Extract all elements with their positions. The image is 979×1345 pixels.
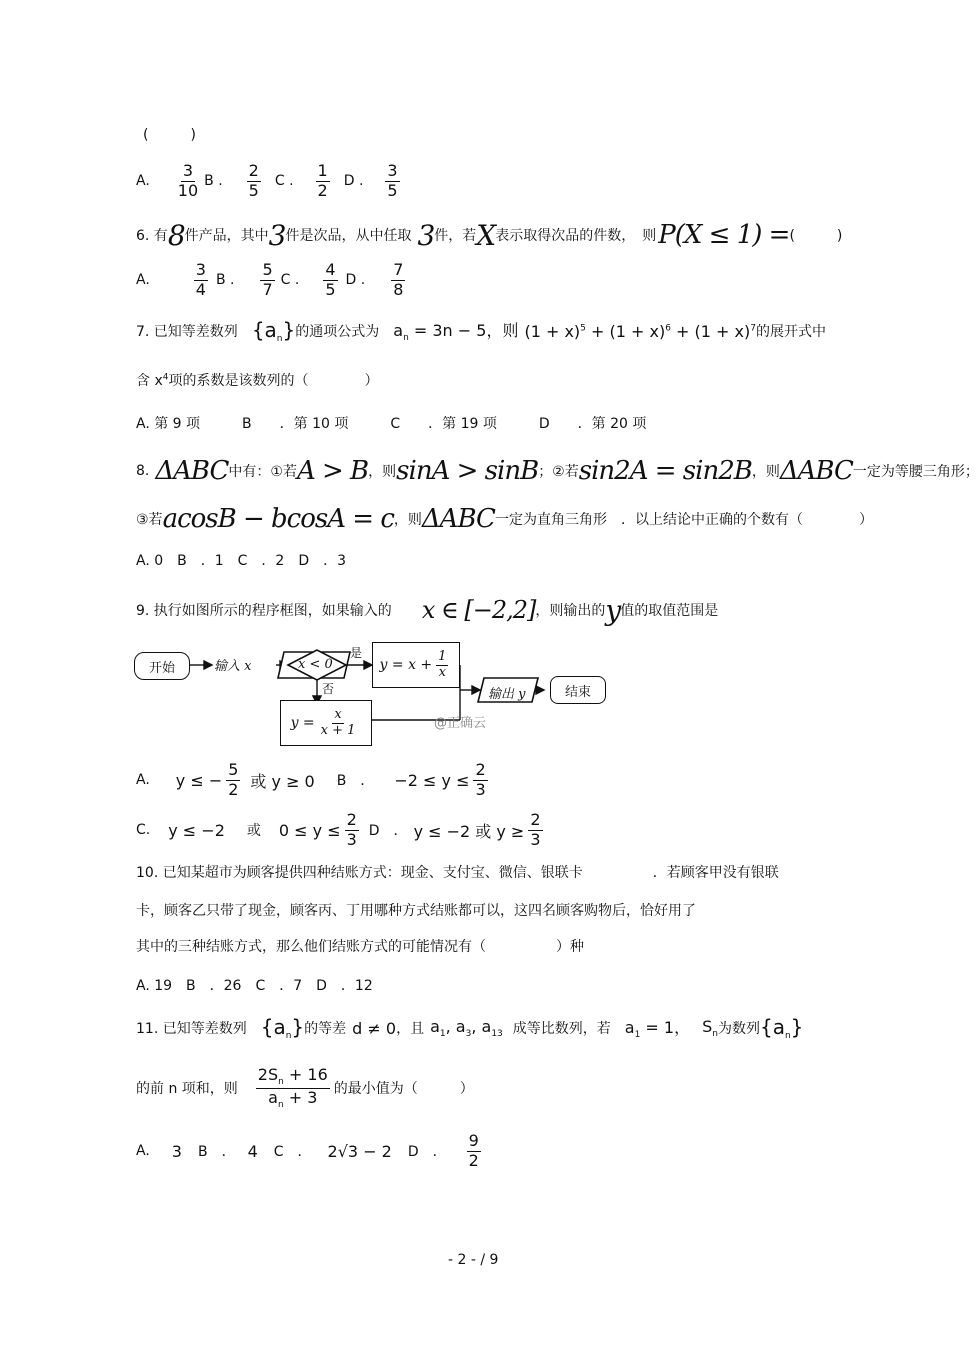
q11-text: 成等比数列，若 <box>512 1021 611 1037</box>
q6-options <box>136 256 409 304</box>
option-b-label: B ． <box>197 1144 236 1160</box>
q6-var-x: X <box>476 218 496 252</box>
q8-triangle: ΔABC <box>779 456 853 486</box>
q11-common-difference: d ≠ 0 <box>352 1018 397 1038</box>
q11-sequence: $\{a_n\}$ <box>260 1014 305 1042</box>
option-d-fraction: $\frac{7}{8}$ <box>393 260 404 299</box>
option-a-value: 3 <box>171 1141 182 1161</box>
q11-text: ，且 <box>396 1021 425 1037</box>
q7-text: 7. 已知等差数列 <box>136 324 238 340</box>
q6-num-8: 8 <box>167 218 185 252</box>
q7-expansion: $(1 + x)^5 + (1 + x)^6 + (1 + x)^7$ <box>524 321 756 341</box>
option-a-label: A. <box>136 772 150 788</box>
option-c-fraction: $\frac{1}{2}$ <box>317 161 328 200</box>
option-b-label: B . <box>215 272 235 288</box>
q10-line1: 10. 已知某超市为顾客提供四种结账方式：现金、支付宝、微信、银联卡 ．若顾客甲没有银联 <box>136 865 779 881</box>
q9-var-y: y <box>605 593 621 627</box>
q11-a1: $a_1 = 1$， <box>624 1018 691 1041</box>
q8-text: 一定为等腰三角形； <box>852 464 979 480</box>
option-d-fraction: $\frac{9}{2}$ <box>468 1131 479 1170</box>
flowchart-no-label: 否 <box>322 682 335 696</box>
option-a-fraction: $\frac{3}{10}$ <box>177 161 199 200</box>
q9-options-cd <box>136 806 547 854</box>
option-b-label: B ． <box>336 773 375 789</box>
q8-expr: sin2A = sin2B <box>578 456 752 486</box>
q7-stem <box>136 316 826 346</box>
q7-line2: 含 $x^4$项的系数是该数列的（ ） <box>136 372 379 389</box>
flowchart-output: 输出 y <box>488 687 526 702</box>
q8-expr: acosB − bcosA = c <box>162 504 394 534</box>
q6-stem <box>136 218 842 252</box>
q8-text: ③若 <box>136 512 163 528</box>
q6-num-3b: 3 <box>417 218 435 252</box>
page-number: - 2 - / 9 <box>448 1252 499 1268</box>
flowchart-input: 输入 x <box>214 659 252 674</box>
q11-expression: $\frac{2S_n + 16}{a_n + 3}$ <box>257 1064 328 1110</box>
q9-text: 9. 执行如图所示的程序框图，如果输入的 <box>136 603 392 619</box>
q9-text: 值的取值范围是 <box>620 603 719 619</box>
option-b-fraction: $\frac{2}{3}$ <box>475 760 486 799</box>
option-b-fraction: $\frac{2}{5}$ <box>248 161 259 200</box>
option-a-fraction: $\frac{3}{4}$ <box>195 260 206 299</box>
q6-probability-expr: P(X ≤ 1) = <box>658 220 790 250</box>
option-a-label: A. <box>136 272 150 288</box>
q8-line2 <box>136 500 873 538</box>
q6-text: 件产品，其中 <box>184 228 269 244</box>
option-c-label: C . <box>274 173 294 189</box>
q8-triangle: ΔABC <box>155 456 229 486</box>
q11-text: 为数列 <box>717 1021 760 1037</box>
q8-stem <box>136 452 979 490</box>
flowchart-end: 结束 <box>550 676 606 704</box>
q11-sn: $S_n$ <box>702 1016 718 1040</box>
option-d-label: D ． <box>407 1144 447 1160</box>
option-a-expr: y ≤ − <box>175 770 223 790</box>
option-a-expr: 或 y ≥ 0 <box>250 771 315 791</box>
q8-options: A. 0 B ．1 C ．2 D ．3 <box>136 553 347 569</box>
option-d-label: D . <box>343 173 364 189</box>
q8-text: 中有：①若 <box>228 464 297 480</box>
q9-options-ab <box>136 756 492 804</box>
option-d-expr: y ≤ −2 或 y ≥ <box>413 821 525 841</box>
option-b-value: 4 <box>247 1141 258 1161</box>
q11-terms: $a_1$, $a_3$, $a_{13}$ <box>430 1016 503 1040</box>
q7-general-term: $a_n = 3n - 5$，则 <box>393 321 519 344</box>
q8-text: ，则 <box>751 464 780 480</box>
q8-expr: A > B <box>296 456 369 486</box>
option-a-label: A. <box>136 173 150 189</box>
q9-stem <box>136 590 718 630</box>
option-c-fraction: $\frac{4}{5}$ <box>325 260 336 299</box>
option-d-fraction: $\frac{3}{5}$ <box>387 161 398 200</box>
option-c-value: 2√3 − 2 <box>327 1141 392 1161</box>
option-b-label: B . <box>204 173 223 189</box>
q10-line2: 卡，顾客乙只带了现金，顾客丙、丁用哪种方式结账都可以，这四名顾客购物后，恰好用了 <box>136 903 696 919</box>
q8-text: ，则 <box>393 512 422 528</box>
watermark: @正确云 <box>434 716 487 731</box>
option-c-label: C. <box>136 822 151 838</box>
q11-stem <box>136 1012 803 1044</box>
option-b-expr: −2 ≤ y ≤ <box>394 770 470 790</box>
flowchart-box-negative: y = $\frac{x}{x + 1}$ <box>280 700 372 746</box>
q6-answer-paren: ( ) <box>789 228 843 244</box>
option-d-label: D . <box>345 272 366 288</box>
flowchart-start: 开始 <box>134 652 190 680</box>
q8-text: 8. <box>136 463 150 479</box>
q7-text: 的展开式中 <box>755 324 826 340</box>
q7-sequence: $\{a_n\}$ <box>251 317 296 345</box>
q9-input-range: x ∈ [−2,2] <box>421 596 536 624</box>
option-c-or: 或 <box>246 823 261 839</box>
q6-num-3: 3 <box>268 218 286 252</box>
q10-options: A. 19 B ．26 C ．7 D ．12 <box>136 978 373 994</box>
q11-options <box>136 1126 485 1176</box>
q5-options <box>136 157 404 205</box>
q6-text: 表示取得次品的件数， 则 <box>495 228 657 244</box>
q11-text: 的前 n 项和，则 <box>136 1081 238 1097</box>
q6-text: 6. 有 <box>136 228 168 244</box>
answer-paren: ( ) <box>143 127 196 143</box>
q10-line3: 其中的三种结账方式，那么他们结账方式的可能情况有（ ）种 <box>136 939 584 955</box>
q11-text: 11. 已知等差数列 <box>136 1021 247 1037</box>
option-d-fraction: $\frac{2}{3}$ <box>530 810 541 849</box>
option-c-label: C . <box>280 272 300 288</box>
option-b-fraction: $\frac{5}{7}$ <box>262 260 273 299</box>
q11-text: 的等差 <box>304 1021 347 1037</box>
q7-text: 的通项公式为 <box>295 324 380 340</box>
q9-text: ，则输出的 <box>535 603 606 619</box>
option-c-expr: 0 ≤ y ≤ <box>278 820 341 840</box>
option-c-fraction: $\frac{2}{3}$ <box>346 810 357 849</box>
q7-options: A. 第 9 项 B ．第 10 项 C ．第 19 项 D ．第 20 项 <box>136 416 647 432</box>
q8-triangle: ΔABC <box>421 504 495 534</box>
q11-sequence: $\{a_n\}$ <box>759 1014 804 1042</box>
q6-text: 件，若 <box>434 228 477 244</box>
q8-text: ；②若 <box>538 464 579 480</box>
option-a-fraction: $\frac{5}{2}$ <box>228 760 239 799</box>
q6-text: 件是次品，从中任取 <box>285 228 412 244</box>
flowchart-box-positive: y = x + $\frac{1}{x}$ <box>372 642 460 688</box>
q9-flowchart <box>132 640 612 752</box>
flowchart-condition: x < 0 <box>298 657 333 672</box>
q11-line2 <box>136 1062 474 1114</box>
option-c-expr: y ≤ −2 <box>168 820 225 840</box>
q11-text: 的最小值为（ ） <box>333 1081 474 1097</box>
flowchart-yes-label: 是 <box>350 646 363 660</box>
option-d-label: D ． <box>368 823 408 839</box>
option-a-label: A. <box>136 1143 150 1159</box>
q8-expr: sinA > sinB <box>396 456 539 486</box>
q8-text: ，则 <box>368 464 397 480</box>
option-c-label: C ． <box>273 1144 312 1160</box>
q8-text: 一定为直角三角形 ．以上结论中正确的个数有（ ） <box>494 512 873 528</box>
